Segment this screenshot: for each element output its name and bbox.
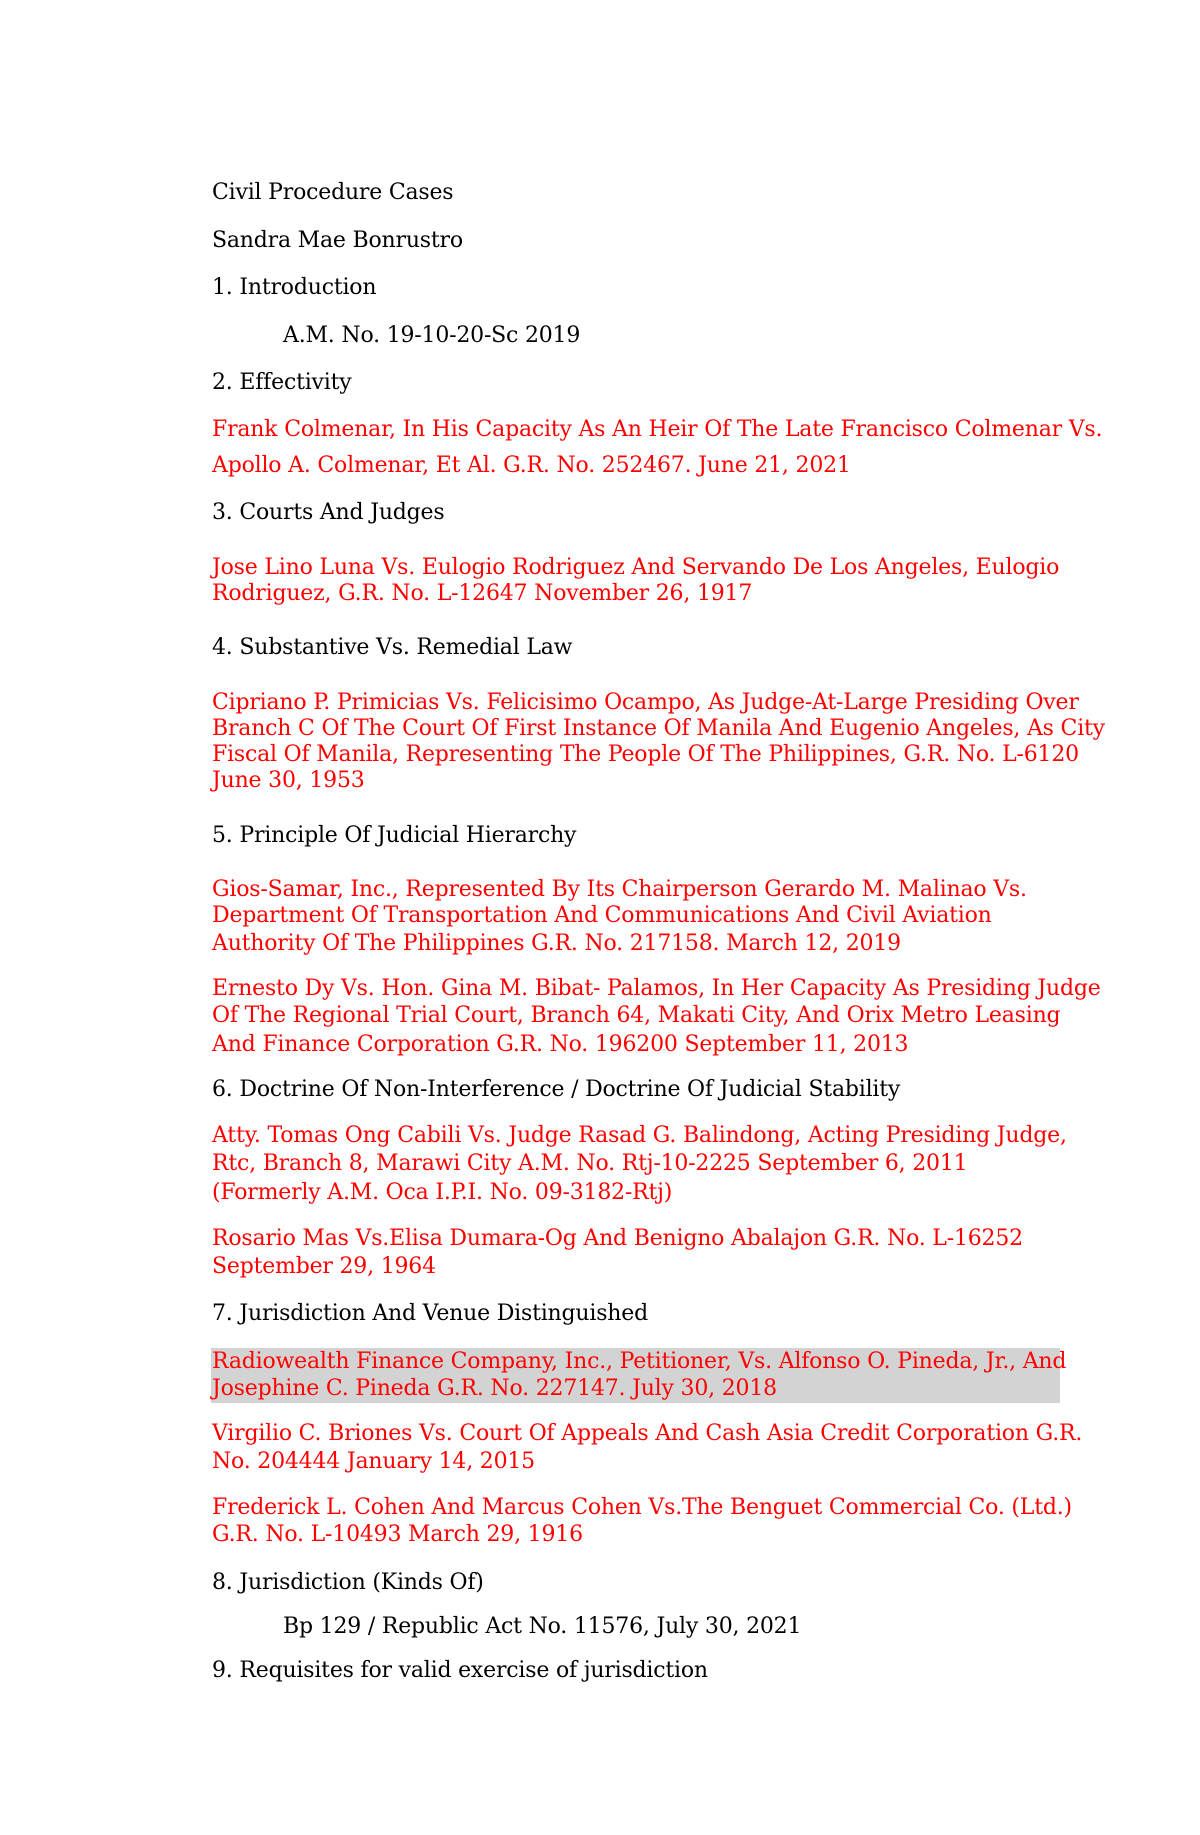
case-gios-samar-line-1: Gios-Samar, Inc., Represented By Its Chairperson Gerardo M. Malinao Vs. <box>212 877 1027 902</box>
case-luna-line-2: Rodriguez, G.R. No. L-12647 November 26, 1917 <box>212 581 753 606</box>
section-heading-non-interference: 6. Doctrine Of Non-Interference / Doctrine Of Judicial Stability <box>212 1077 901 1102</box>
case-gios-samar-line-2: Department Of Transportation And Communications And Civil Aviation <box>212 903 992 928</box>
case-primicias-line-2: Branch C Of The Court Of First Instance Of Manila And Eugenio Angeles, As City <box>212 716 1105 741</box>
section-heading-substantive-remedial: 4. Substantive Vs. Remedial Law <box>212 635 573 660</box>
document-author: Sandra Mae Bonrustro <box>212 228 463 253</box>
case-briones-line-1: Virgilio C. Briones Vs. Court Of Appeals And Cash Asia Credit Corporation G.R. <box>212 1421 1083 1446</box>
case-mas-line-2: September 29, 1964 <box>212 1254 436 1279</box>
section-heading-jurisdiction-venue: 7. Jurisdiction And Venue Distinguished <box>212 1301 648 1326</box>
section-heading-requisites: 9. Requisites for valid exercise of jurisdiction <box>212 1658 708 1683</box>
case-luna-line-1: Jose Lino Luna Vs. Eulogio Rodriguez And Servando De Los Angeles, Eulogio <box>212 555 1060 580</box>
section-heading-judicial-hierarchy: 5. Principle Of Judicial Hierarchy <box>212 823 577 848</box>
case-mas-line-1: Rosario Mas Vs.Elisa Dumara-Og And Benigno Abalajon G.R. No. L-16252 <box>212 1226 1023 1251</box>
case-colmenar-line-1: Frank Colmenar, In His Capacity As An Heir Of The Late Francisco Colmenar Vs. <box>212 417 1103 442</box>
case-radiowealth-line-1: Radiowealth Finance Company, Inc., Petitioner, Vs. Alfonso O. Pineda, Jr., And <box>212 1349 1067 1374</box>
document-title: Civil Procedure Cases <box>212 180 454 205</box>
case-cabili-line-3: (Formerly A.M. Oca I.P.I. No. 09-3182-Rtj) <box>212 1180 673 1205</box>
section-heading-courts-and-judges: 3. Courts And Judges <box>212 500 445 525</box>
section-heading-introduction: 1. Introduction <box>212 275 377 300</box>
reference-am-19-10-20-sc: A.M. No. 19-10-20-Sc 2019 <box>283 323 581 348</box>
case-briones-line-2: No. 204444 January 14, 2015 <box>212 1449 535 1474</box>
case-colmenar-line-2: Apollo A. Colmenar, Et Al. G.R. No. 252467. June 21, 2021 <box>212 453 851 478</box>
section-heading-effectivity: 2. Effectivity <box>212 370 352 395</box>
section-heading-kinds-of-jurisdiction: 8. Jurisdiction (Kinds Of) <box>212 1570 484 1595</box>
case-primicias-line-4: June 30, 1953 <box>212 768 365 793</box>
case-gios-samar-line-3: Authority Of The Philippines G.R. No. 217158. March 12, 2019 <box>212 931 901 956</box>
case-dy-line-2: Of The Regional Trial Court, Branch 64, Makati City, And Orix Metro Leasing <box>212 1003 1061 1028</box>
reference-bp-129: Bp 129 / Republic Act No. 11576, July 30, 2021 <box>283 1614 802 1639</box>
case-dy-line-1: Ernesto Dy Vs. Hon. Gina M. Bibat- Palamos, In Her Capacity As Presiding Judge <box>212 976 1101 1001</box>
case-cabili-line-2: Rtc, Branch 8, Marawi City A.M. No. Rtj-10-2225 September 6, 2011 <box>212 1151 968 1176</box>
case-primicias-line-1: Cipriano P. Primicias Vs. Felicisimo Ocampo, As Judge-At-Large Presiding Over <box>212 690 1079 715</box>
case-cohen-line-2: G.R. No. L-10493 March 29, 1916 <box>212 1522 583 1547</box>
case-cabili-line-1: Atty. Tomas Ong Cabili Vs. Judge Rasad G. Balindong, Acting Presiding Judge, <box>212 1123 1067 1148</box>
case-dy-line-3: And Finance Corporation G.R. No. 196200 September 11, 2013 <box>212 1032 909 1057</box>
case-primicias-line-3: Fiscal Of Manila, Representing The People Of The Philippines, G.R. No. L-6120 <box>212 742 1079 767</box>
case-cohen-line-1: Frederick L. Cohen And Marcus Cohen Vs.The Benguet Commercial Co. (Ltd.) <box>212 1495 1072 1520</box>
case-radiowealth-line-2: Josephine C. Pineda G.R. No. 227147. July 30, 2018 <box>212 1376 777 1401</box>
